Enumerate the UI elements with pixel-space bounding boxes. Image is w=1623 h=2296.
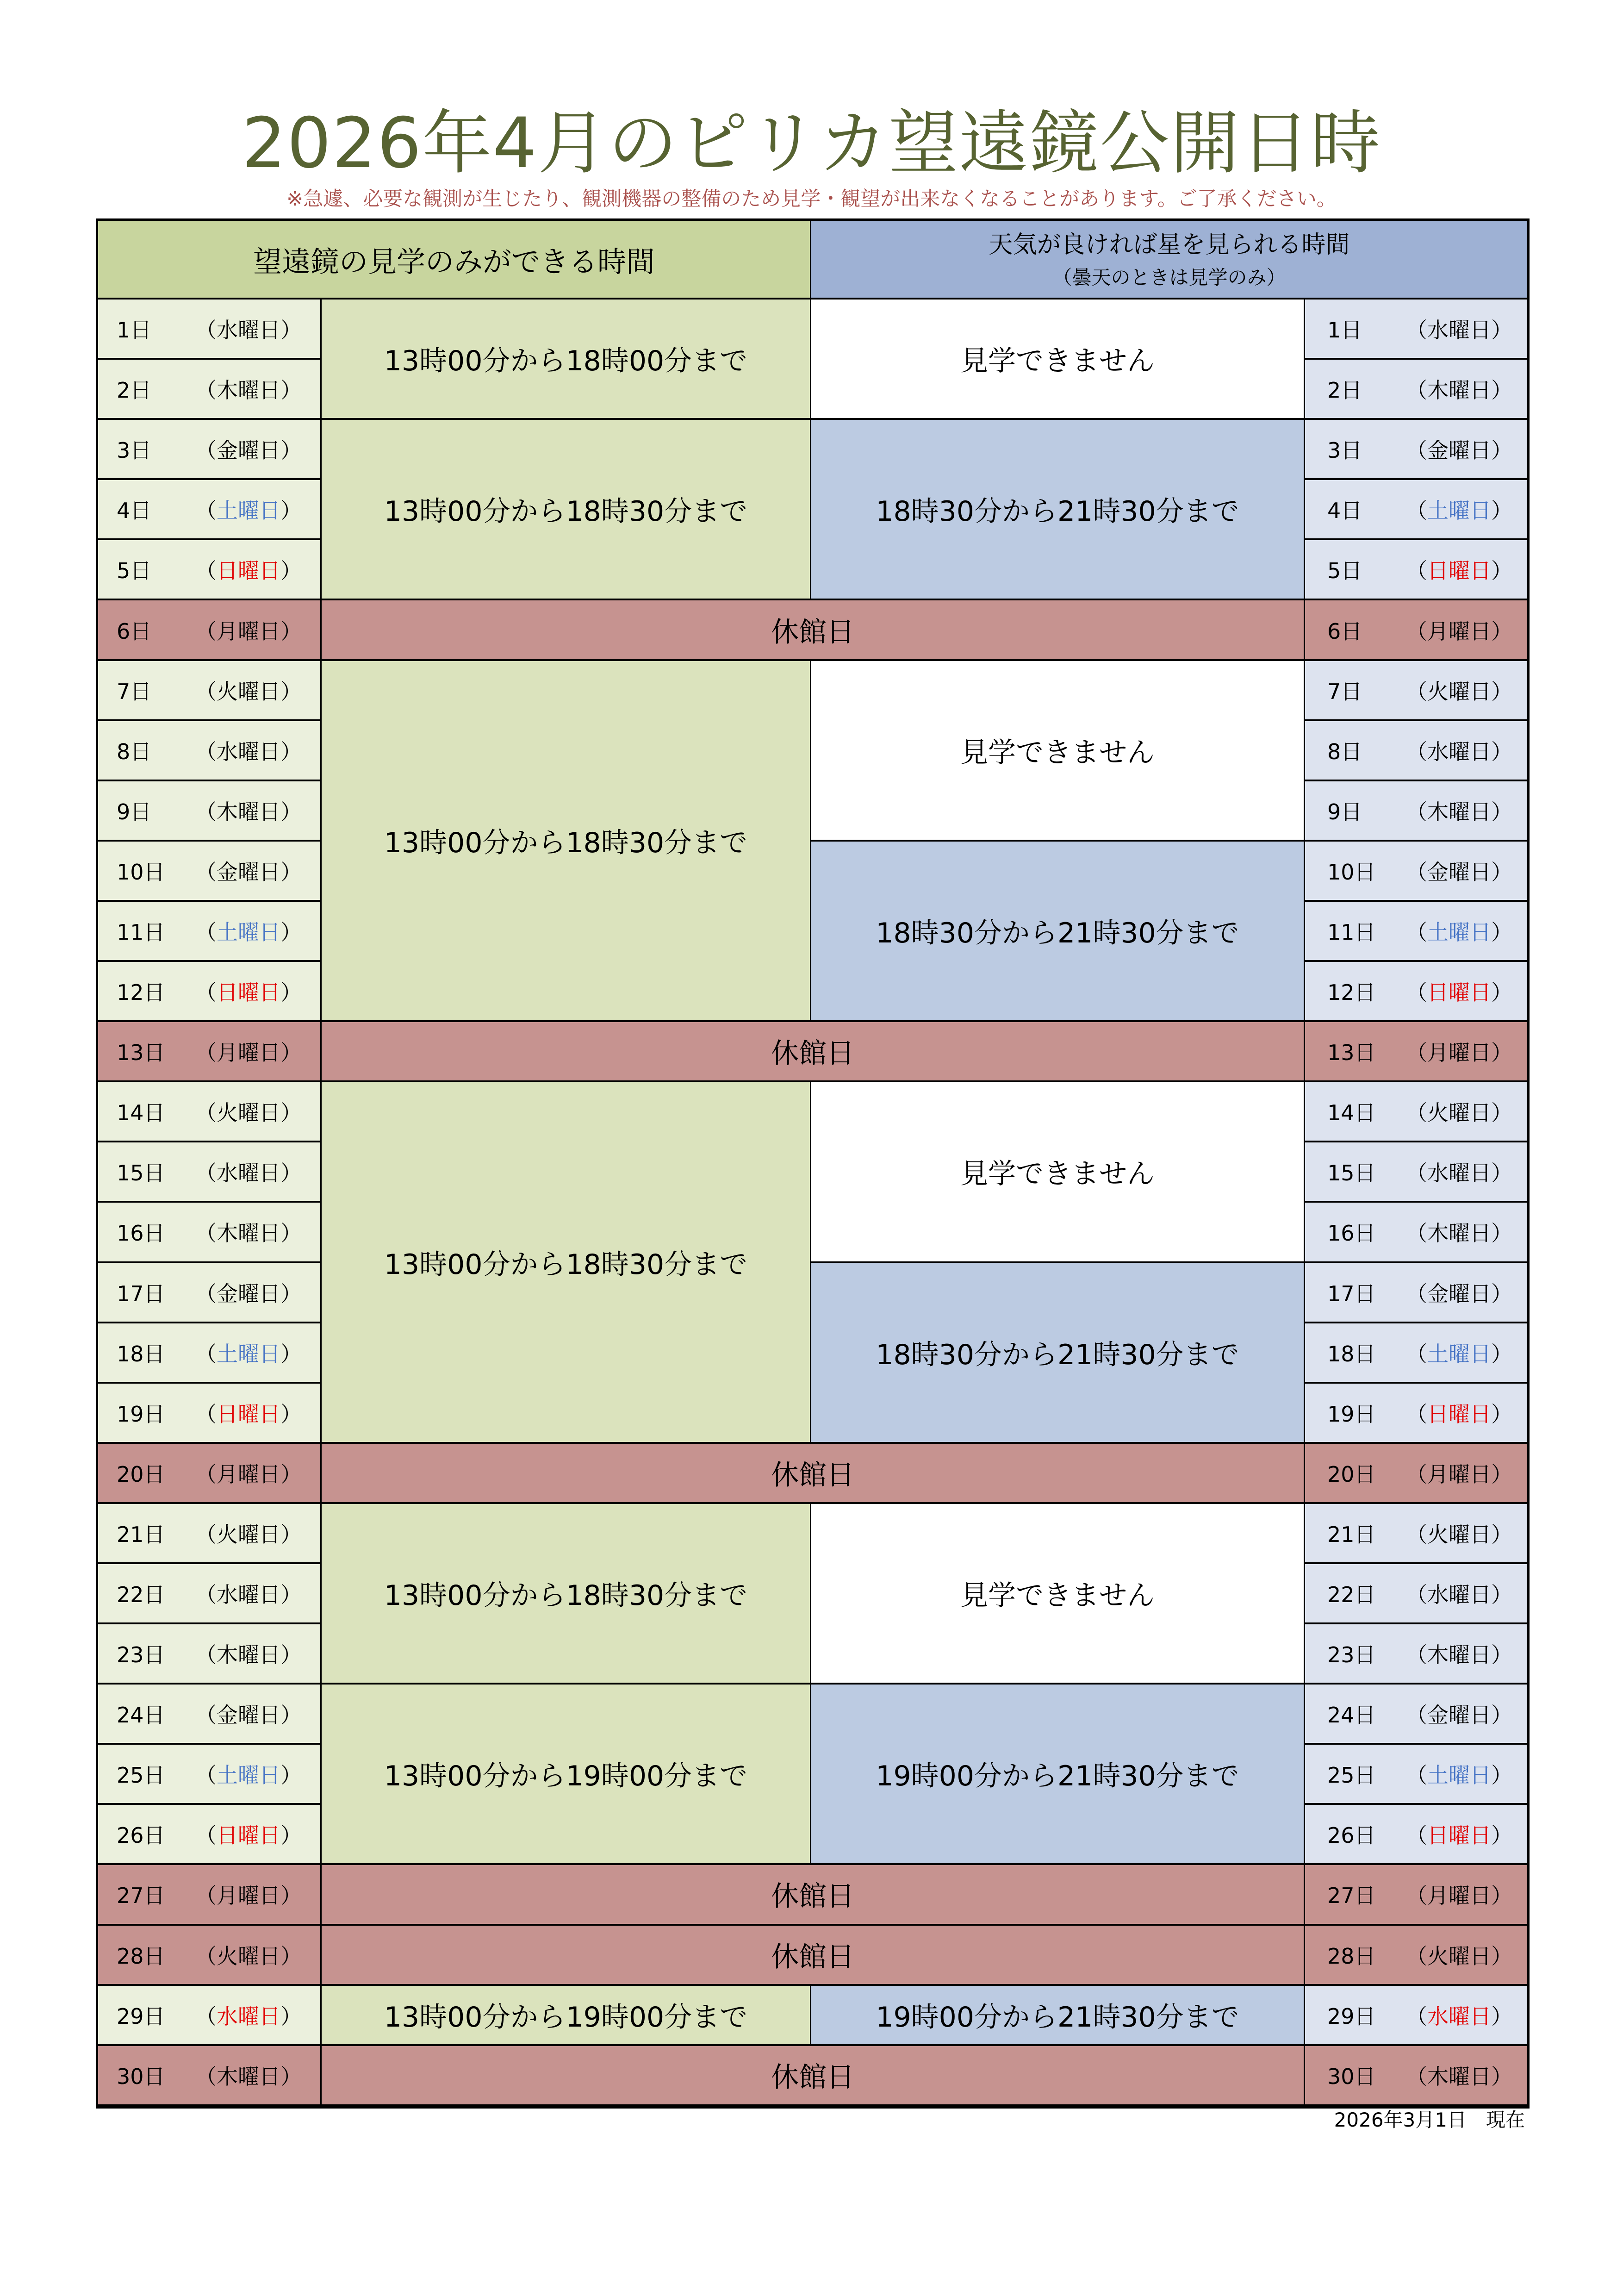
day-number: 11日: [117, 919, 165, 945]
date-cell-right: [1305, 1865, 1527, 1925]
tour-time-block: 13時00分から18時30分まで: [322, 1504, 811, 1685]
weekday: （水曜日）: [195, 2003, 302, 2029]
weekday-label: 木曜日: [1427, 1221, 1491, 1246]
day-number: 21日: [117, 1522, 165, 1547]
weekday: （木曜日）: [195, 1221, 302, 1246]
day-number: 2日: [1327, 378, 1362, 403]
date-cell-left: [98, 480, 322, 540]
day-number: 29日: [1327, 2003, 1376, 2029]
weekday: （日曜日）: [1406, 1823, 1512, 1848]
date-cell-left: [98, 661, 322, 721]
page-title: 2026年4月のピリカ望遠鏡公開日時: [242, 103, 1381, 184]
weekday-label: 木曜日: [1427, 799, 1491, 824]
day-number: 23日: [117, 1642, 165, 1668]
tour-time-block: 13時00分から19時00分まで: [322, 1986, 811, 2046]
date-cell-left: [98, 299, 322, 360]
date-cell-right: [1305, 781, 1527, 842]
weekday-label: 土曜日: [217, 1763, 280, 1788]
date-cell-right: [1305, 1263, 1527, 1323]
day-number: 11日: [1327, 919, 1376, 945]
date-cell-left: [98, 1624, 322, 1685]
tour-time-block: 13時00分から18時30分まで: [322, 661, 811, 1023]
day-number: 26日: [117, 1823, 165, 1848]
weekday: （水曜日）: [195, 739, 302, 764]
date-cell-left: [98, 1805, 322, 1865]
weekday: （火曜日）: [1406, 1943, 1512, 1969]
weekday: （火曜日）: [195, 679, 302, 704]
day-number: 5日: [117, 558, 152, 584]
date-cell-right: [1305, 661, 1527, 721]
date-cell-left: [98, 1926, 322, 1986]
weekday: （土曜日）: [1406, 1763, 1512, 1788]
date-cell-right: [1305, 1142, 1527, 1203]
day-number: 27日: [1327, 1883, 1376, 1909]
weekday-label: 木曜日: [217, 1642, 280, 1668]
weekday-label: 土曜日: [217, 1341, 280, 1366]
date-cell-left: [98, 1022, 322, 1082]
weekday-label: 水曜日: [1427, 318, 1491, 343]
weekday-label: 火曜日: [217, 1522, 280, 1547]
weekday: （土曜日）: [195, 1341, 302, 1366]
header-stargazing-note: （曇天のときは見学のみ）: [1052, 266, 1286, 289]
date-cell-left: [98, 1685, 322, 1745]
day-number: 30日: [117, 2064, 165, 2089]
weekday-label: 日曜日: [1427, 980, 1491, 1005]
weekday-label: 土曜日: [1427, 919, 1491, 945]
date-cell-left: [98, 1203, 322, 1263]
weekday-label: 火曜日: [1427, 1100, 1491, 1126]
weekday-label: 土曜日: [217, 919, 280, 945]
date-cell-left: [98, 420, 322, 480]
day-number: 13日: [117, 1040, 165, 1066]
day-number: 2日: [117, 378, 152, 403]
day-number: 20日: [1327, 1461, 1376, 1487]
weekday: （月曜日）: [1406, 618, 1512, 644]
weekday: （水曜日）: [1406, 1160, 1512, 1186]
weekday-label: 木曜日: [1427, 378, 1491, 403]
date-cell-right: [1305, 1022, 1527, 1082]
weekday-label: 水曜日: [217, 1582, 280, 1608]
weekday-label: 水曜日: [1427, 1160, 1491, 1186]
weekday-label: 金曜日: [217, 438, 280, 463]
weekday: （金曜日）: [195, 859, 302, 885]
weekday-label: 火曜日: [1427, 1943, 1491, 1969]
weekday: （水曜日）: [1406, 318, 1512, 343]
weekday-label: 水曜日: [217, 2003, 280, 2029]
date-cell-right: [1305, 1805, 1527, 1865]
weekday: （月曜日）: [1406, 1040, 1512, 1066]
date-cell-left: [98, 842, 322, 902]
weekday-label: 火曜日: [1427, 679, 1491, 704]
weekday-label: 水曜日: [217, 739, 280, 764]
date-cell-right: [1305, 1203, 1527, 1263]
weekday-label: 土曜日: [1427, 1341, 1491, 1366]
weekday-label: 金曜日: [217, 1703, 280, 1728]
weekday: （火曜日）: [195, 1522, 302, 1547]
day-number: 27日: [117, 1883, 165, 1909]
weekday: （木曜日）: [195, 799, 302, 824]
weekday-label: 火曜日: [217, 679, 280, 704]
weekday: （土曜日）: [1406, 498, 1512, 524]
weekday: （月曜日）: [195, 618, 302, 644]
weekday-label: 水曜日: [1427, 1582, 1491, 1608]
stargazing-time-block: 19時00分から21時30分まで: [811, 1986, 1305, 2046]
weekday-label: 金曜日: [1427, 1703, 1491, 1728]
date-cell-right: [1305, 1082, 1527, 1142]
day-number: 28日: [117, 1943, 165, 1969]
date-cell-left: [98, 1142, 322, 1203]
weekday-label: 木曜日: [1427, 2064, 1491, 2089]
date-cell-right: [1305, 540, 1527, 600]
date-cell-left: [98, 1865, 322, 1925]
weekday-label: 月曜日: [1427, 618, 1491, 644]
weekday-label: 金曜日: [1427, 1281, 1491, 1306]
weekday-label: 日曜日: [217, 980, 280, 1005]
date-cell-left: [98, 1323, 322, 1384]
day-number: 10日: [117, 859, 165, 885]
weekday: （木曜日）: [1406, 2064, 1512, 2089]
as-of-date: 2026年3月1日 現在: [1334, 2109, 1525, 2131]
day-number: 15日: [117, 1160, 165, 1186]
weekday: （金曜日）: [1406, 1703, 1512, 1728]
weekday: （土曜日）: [195, 919, 302, 945]
weekday: （月曜日）: [1406, 1883, 1512, 1909]
day-number: 7日: [117, 679, 152, 704]
closed-day-cell: 休館日: [322, 1926, 1305, 1986]
header-tour-only: 望遠鏡の見学のみができる時間: [98, 221, 811, 299]
weekday-label: 金曜日: [1427, 859, 1491, 885]
weekday-label: 月曜日: [217, 1883, 280, 1909]
weekday-label: 土曜日: [1427, 1763, 1491, 1788]
day-number: 7日: [1327, 679, 1362, 704]
weekday: （土曜日）: [195, 498, 302, 524]
date-cell-right: [1305, 1685, 1527, 1745]
weekday: （木曜日）: [1406, 378, 1512, 403]
date-cell-right: [1305, 600, 1527, 661]
closed-day-cell: 休館日: [322, 1444, 1305, 1504]
weekday-label: 水曜日: [217, 318, 280, 343]
date-cell-right: [1305, 420, 1527, 480]
weekday: （日曜日）: [1406, 980, 1512, 1005]
day-number: 19日: [1327, 1401, 1376, 1427]
date-cell-left: [98, 540, 322, 600]
weekday-label: 日曜日: [1427, 558, 1491, 584]
weekday: （月曜日）: [1406, 1461, 1512, 1487]
weekday: （火曜日）: [1406, 1100, 1512, 1126]
weekday-label: 金曜日: [217, 859, 280, 885]
weekday-label: 木曜日: [1427, 1642, 1491, 1668]
day-number: 9日: [1327, 799, 1362, 824]
day-number: 14日: [117, 1100, 165, 1126]
date-cell-right: [1305, 1323, 1527, 1384]
stargazing-unavailable-block: 見学できません: [811, 1082, 1305, 1263]
date-cell-left: [98, 721, 322, 781]
tour-time-block: 13時00分から18時30分まで: [322, 1082, 811, 1444]
date-cell-left: [98, 1564, 322, 1624]
date-cell-right: [1305, 1384, 1527, 1444]
date-cell-right: [1305, 299, 1527, 360]
day-number: 24日: [1327, 1703, 1376, 1728]
stargazing-time-block: 18時30分から21時30分まで: [811, 420, 1305, 600]
date-cell-left: [98, 902, 322, 962]
weekday-label: 土曜日: [217, 498, 280, 524]
weekday-label: 金曜日: [1427, 438, 1491, 463]
weekday: （日曜日）: [195, 980, 302, 1005]
date-cell-left: [98, 1745, 322, 1805]
weekday: （水曜日）: [1406, 2003, 1512, 2029]
weekday: （金曜日）: [1406, 438, 1512, 463]
weekday-label: 木曜日: [217, 2064, 280, 2089]
weekday: （木曜日）: [195, 2064, 302, 2089]
weekday: （木曜日）: [1406, 1221, 1512, 1246]
weekday-label: 金曜日: [217, 1281, 280, 1306]
day-number: 17日: [117, 1281, 165, 1306]
weekday-label: 火曜日: [217, 1943, 280, 1969]
weekday-label: 日曜日: [1427, 1401, 1491, 1427]
weekday-label: 月曜日: [1427, 1040, 1491, 1066]
day-number: 17日: [1327, 1281, 1376, 1306]
weekday-label: 月曜日: [217, 1040, 280, 1066]
weekday: （日曜日）: [195, 558, 302, 584]
closed-day-cell: 休館日: [322, 600, 1305, 661]
day-number: 22日: [1327, 1582, 1376, 1608]
stargazing-time-block: 19時00分から21時30分まで: [811, 1685, 1305, 1865]
day-number: 10日: [1327, 859, 1376, 885]
day-number: 22日: [117, 1582, 165, 1608]
date-cell-left: [98, 1263, 322, 1323]
weekday: （月曜日）: [195, 1883, 302, 1909]
date-cell-left: [98, 1384, 322, 1444]
day-number: 30日: [1327, 2064, 1376, 2089]
date-cell-right: [1305, 902, 1527, 962]
weekday: （土曜日）: [1406, 919, 1512, 945]
day-number: 16日: [1327, 1221, 1376, 1246]
day-number: 19日: [117, 1401, 165, 1427]
weekday: （金曜日）: [195, 1703, 302, 1728]
weekday-label: 月曜日: [217, 618, 280, 644]
day-number: 23日: [1327, 1642, 1376, 1668]
weekday-label: 木曜日: [217, 378, 280, 403]
stargazing-unavailable-block: 見学できません: [811, 1504, 1305, 1685]
date-cell-left: [98, 360, 322, 420]
day-number: 21日: [1327, 1522, 1376, 1547]
weekday-label: 木曜日: [217, 1221, 280, 1246]
date-cell-left: [98, 2046, 322, 2106]
date-cell-right: [1305, 1564, 1527, 1624]
weekday-label: 火曜日: [217, 1100, 280, 1126]
weekday: （金曜日）: [195, 438, 302, 463]
day-number: 18日: [1327, 1341, 1376, 1366]
date-cell-right: [1305, 1504, 1527, 1564]
date-cell-right: [1305, 1624, 1527, 1685]
weekday-label: 水曜日: [217, 1160, 280, 1186]
day-number: 14日: [1327, 1100, 1376, 1126]
weekday-label: 木曜日: [217, 799, 280, 824]
date-cell-right: [1305, 480, 1527, 540]
weekday: （土曜日）: [195, 1763, 302, 1788]
schedule-table: [96, 218, 1530, 2109]
day-number: 24日: [117, 1703, 165, 1728]
date-cell-left: [98, 600, 322, 661]
day-number: 5日: [1327, 558, 1362, 584]
date-cell-left: [98, 1082, 322, 1142]
warning-notice: ※急遽、必要な観測が生じたり、観測機器の整備のため見学・観望が出来なくなることがあります。ご了承ください。: [286, 187, 1337, 211]
date-cell-right: [1305, 360, 1527, 420]
weekday: （月曜日）: [195, 1461, 302, 1487]
weekday: （水曜日）: [195, 1160, 302, 1186]
weekday: （月曜日）: [195, 1040, 302, 1066]
weekday: （金曜日）: [1406, 1281, 1512, 1306]
weekday: （火曜日）: [1406, 1522, 1512, 1547]
weekday: （水曜日）: [1406, 1582, 1512, 1608]
day-number: 1日: [117, 318, 152, 343]
day-number: 6日: [1327, 618, 1362, 644]
day-number: 12日: [117, 980, 165, 1005]
weekday-label: 月曜日: [1427, 1461, 1491, 1487]
day-number: 25日: [1327, 1763, 1376, 1788]
weekday-label: 水曜日: [1427, 739, 1491, 764]
weekday-label: 水曜日: [1427, 2003, 1491, 2029]
date-cell-right: [1305, 721, 1527, 781]
weekday: （水曜日）: [1406, 739, 1512, 764]
stargazing-time-block: 18時30分から21時30分まで: [811, 842, 1305, 1022]
date-cell-right: [1305, 962, 1527, 1022]
weekday: （金曜日）: [1406, 859, 1512, 885]
day-number: 3日: [117, 438, 152, 463]
day-number: 6日: [117, 618, 152, 644]
weekday: （金曜日）: [195, 1281, 302, 1306]
day-number: 26日: [1327, 1823, 1376, 1848]
tour-time-block: 13時00分から18時30分まで: [322, 420, 811, 600]
weekday-label: 日曜日: [217, 1823, 280, 1848]
date-cell-left: [98, 1444, 322, 1504]
date-cell-right: [1305, 842, 1527, 902]
day-number: 8日: [1327, 739, 1362, 764]
day-number: 12日: [1327, 980, 1376, 1005]
weekday: （木曜日）: [195, 1642, 302, 1668]
day-number: 25日: [117, 1763, 165, 1788]
date-cell-right: [1305, 1444, 1527, 1504]
stargazing-unavailable-block: 見学できません: [811, 299, 1305, 420]
date-cell-left: [98, 1986, 322, 2046]
weekday: （水曜日）: [195, 1582, 302, 1608]
weekday: （木曜日）: [1406, 1642, 1512, 1668]
date-cell-left: [98, 1504, 322, 1564]
weekday-label: 月曜日: [1427, 1883, 1491, 1909]
day-number: 9日: [117, 799, 152, 824]
date-cell-right: [1305, 2046, 1527, 2106]
date-cell-right: [1305, 1986, 1527, 2046]
weekday-label: 月曜日: [217, 1461, 280, 1487]
tour-time-block: 13時00分から18時00分まで: [322, 299, 811, 420]
weekday: （土曜日）: [1406, 1341, 1512, 1366]
date-cell-right: [1305, 1745, 1527, 1805]
day-number: 29日: [117, 2003, 165, 2029]
stargazing-unavailable-block: 見学できません: [811, 661, 1305, 842]
day-number: 3日: [1327, 438, 1362, 463]
day-number: 16日: [117, 1221, 165, 1246]
day-number: 15日: [1327, 1160, 1376, 1186]
weekday-label: 日曜日: [217, 1401, 280, 1427]
closed-day-cell: 休館日: [322, 1865, 1305, 1925]
closed-day-cell: 休館日: [322, 2046, 1305, 2106]
day-number: 4日: [117, 498, 152, 524]
weekday: （水曜日）: [195, 318, 302, 343]
weekday-label: 土曜日: [1427, 498, 1491, 524]
weekday: （木曜日）: [195, 378, 302, 403]
weekday: （日曜日）: [1406, 558, 1512, 584]
weekday-label: 日曜日: [1427, 1823, 1491, 1848]
day-number: 4日: [1327, 498, 1362, 524]
day-number: 13日: [1327, 1040, 1376, 1066]
weekday: （木曜日）: [1406, 799, 1512, 824]
weekday-label: 日曜日: [217, 558, 280, 584]
day-number: 28日: [1327, 1943, 1376, 1969]
weekday: （日曜日）: [195, 1401, 302, 1427]
day-number: 8日: [117, 739, 152, 764]
stargazing-time-block: 18時30分から21時30分まで: [811, 1263, 1305, 1444]
weekday: （火曜日）: [1406, 679, 1512, 704]
closed-day-cell: 休館日: [322, 1022, 1305, 1082]
weekday: （火曜日）: [195, 1100, 302, 1126]
weekday: （日曜日）: [1406, 1401, 1512, 1427]
tour-time-block: 13時00分から19時00分まで: [322, 1685, 811, 1865]
weekday: （日曜日）: [195, 1823, 302, 1848]
day-number: 1日: [1327, 318, 1362, 343]
day-number: 20日: [117, 1461, 165, 1487]
date-cell-right: [1305, 1926, 1527, 1986]
date-cell-left: [98, 962, 322, 1022]
date-cell-left: [98, 781, 322, 842]
header-stargazing: [811, 221, 1527, 299]
weekday-label: 火曜日: [1427, 1522, 1491, 1547]
header-stargazing-title: 天気が良ければ星を見られる時間: [989, 231, 1350, 259]
weekday: （火曜日）: [195, 1943, 302, 1969]
day-number: 18日: [117, 1341, 165, 1366]
